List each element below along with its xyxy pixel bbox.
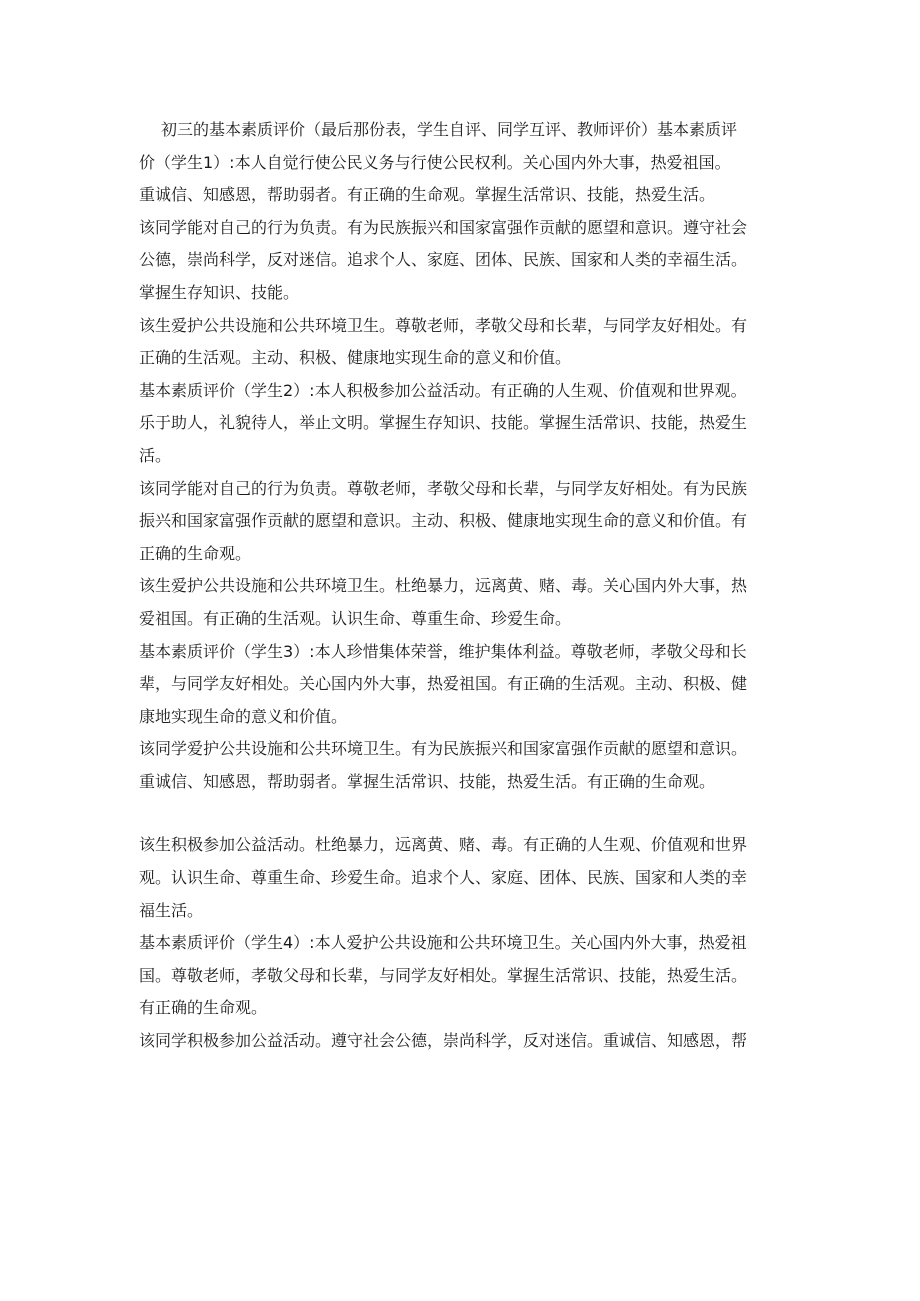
text-line: 爱祖国。有正确的生活观。认识生命、尊重生命、珍爱生命。: [139, 608, 572, 628]
document-body: [139, 114, 799, 1058]
text-line: 振兴和国家富强作贡献的愿望和意识。主动、积极、健康地实现生命的意义和价值。有: [139, 511, 748, 531]
text-line: 正确的生命观。: [139, 543, 252, 563]
text-line: 基本素质评价（学生3）:本人珍惜集体荣誉，维护集体利益。尊敬老师，孝敬父母和长: [139, 641, 747, 661]
text-line: 基本素质评价（学生2）:本人积极参加公益活动。有正确的人生观、价值观和世界观。: [139, 380, 747, 400]
text-line: 有正确的生命观。: [139, 998, 268, 1018]
text-line: 重诚信、知感恩，帮助弱者。有正确的生命观。掌握生活常识、技能，热爱生活。: [139, 185, 716, 205]
text-line: 活。: [139, 445, 172, 465]
text-line: 该生爱护公共设施和公共环境卫生。尊敬老师，孝敬父母和长辈，与同学友好相处。有: [139, 315, 748, 335]
text-line: 掌握生存知识、技能。: [139, 282, 300, 302]
text-line: 该生积极参加公益活动。杜绝暴力，远离黄、赌、毒。有正确的人生观、价值观和世界: [139, 835, 748, 855]
text-line: 福生活。: [139, 900, 204, 920]
text-line: 该生爱护公共设施和公共环境卫生。杜绝暴力，远离黄、赌、毒。关心国内外大事，热: [139, 576, 748, 596]
text-line: 观。认识生命、尊重生命、珍爱生命。追求个人、家庭、团体、民族、国家和人类的幸: [139, 868, 748, 888]
paragraph-gap: [139, 798, 799, 829]
text-line: 国。尊敬老师，孝敬父母和长辈，与同学友好相处。掌握生活常识、技能，热爱生活。: [139, 965, 748, 985]
text-line: 初三的基本素质评价（最后那份表，学生自评、同学互评、教师评价）基本素质评: [161, 120, 738, 139]
text-line: 康地实现生命的意义和价值。: [139, 706, 348, 726]
text-line: 基本素质评价（学生4）:本人爱护公共设施和公共环境卫生。关心国内外大事，热爱祖: [139, 933, 747, 953]
text-line: 正确的生活观。主动、积极、健康地实现生命的意义和价值。: [139, 348, 572, 368]
text-line: 乐于助人，礼貌待人，举止文明。掌握生存知识、技能。掌握生活常识、技能，热爱生: [139, 413, 748, 433]
text-line: 公德，崇尚科学，反对迷信。追求个人、家庭、团体、民族、国家和人类的幸福生活。: [139, 250, 748, 270]
text-line: 该同学能对自己的行为负责。尊敬老师，孝敬父母和长辈，与同学友好相处。有为民族: [139, 478, 748, 498]
text-line: 重诚信、知感恩，帮助弱者。掌握生活常识、技能，热爱生活。有正确的生命观。: [139, 771, 716, 791]
text-line: 该同学积极参加公益活动。遵守社会公德，崇尚科学，反对迷信。重诚信、知感恩，帮: [139, 1031, 748, 1051]
text-line: 辈，与同学友好相处。关心国内外大事，热爱祖国。有正确的生活观。主动、积极、健: [139, 674, 748, 694]
text-line: 该同学能对自己的行为负责。有为民族振兴和国家富强作贡献的愿望和意识。遵守社会: [139, 217, 748, 237]
text-line: 价（学生1）:本人自觉行使公民义务与行使公民权利。关心国内外大事，热爱祖国。: [139, 152, 731, 172]
text-line: 该同学爱护公共设施和公共环境卫生。有为民族振兴和国家富强作贡献的愿望和意识。: [139, 739, 748, 759]
